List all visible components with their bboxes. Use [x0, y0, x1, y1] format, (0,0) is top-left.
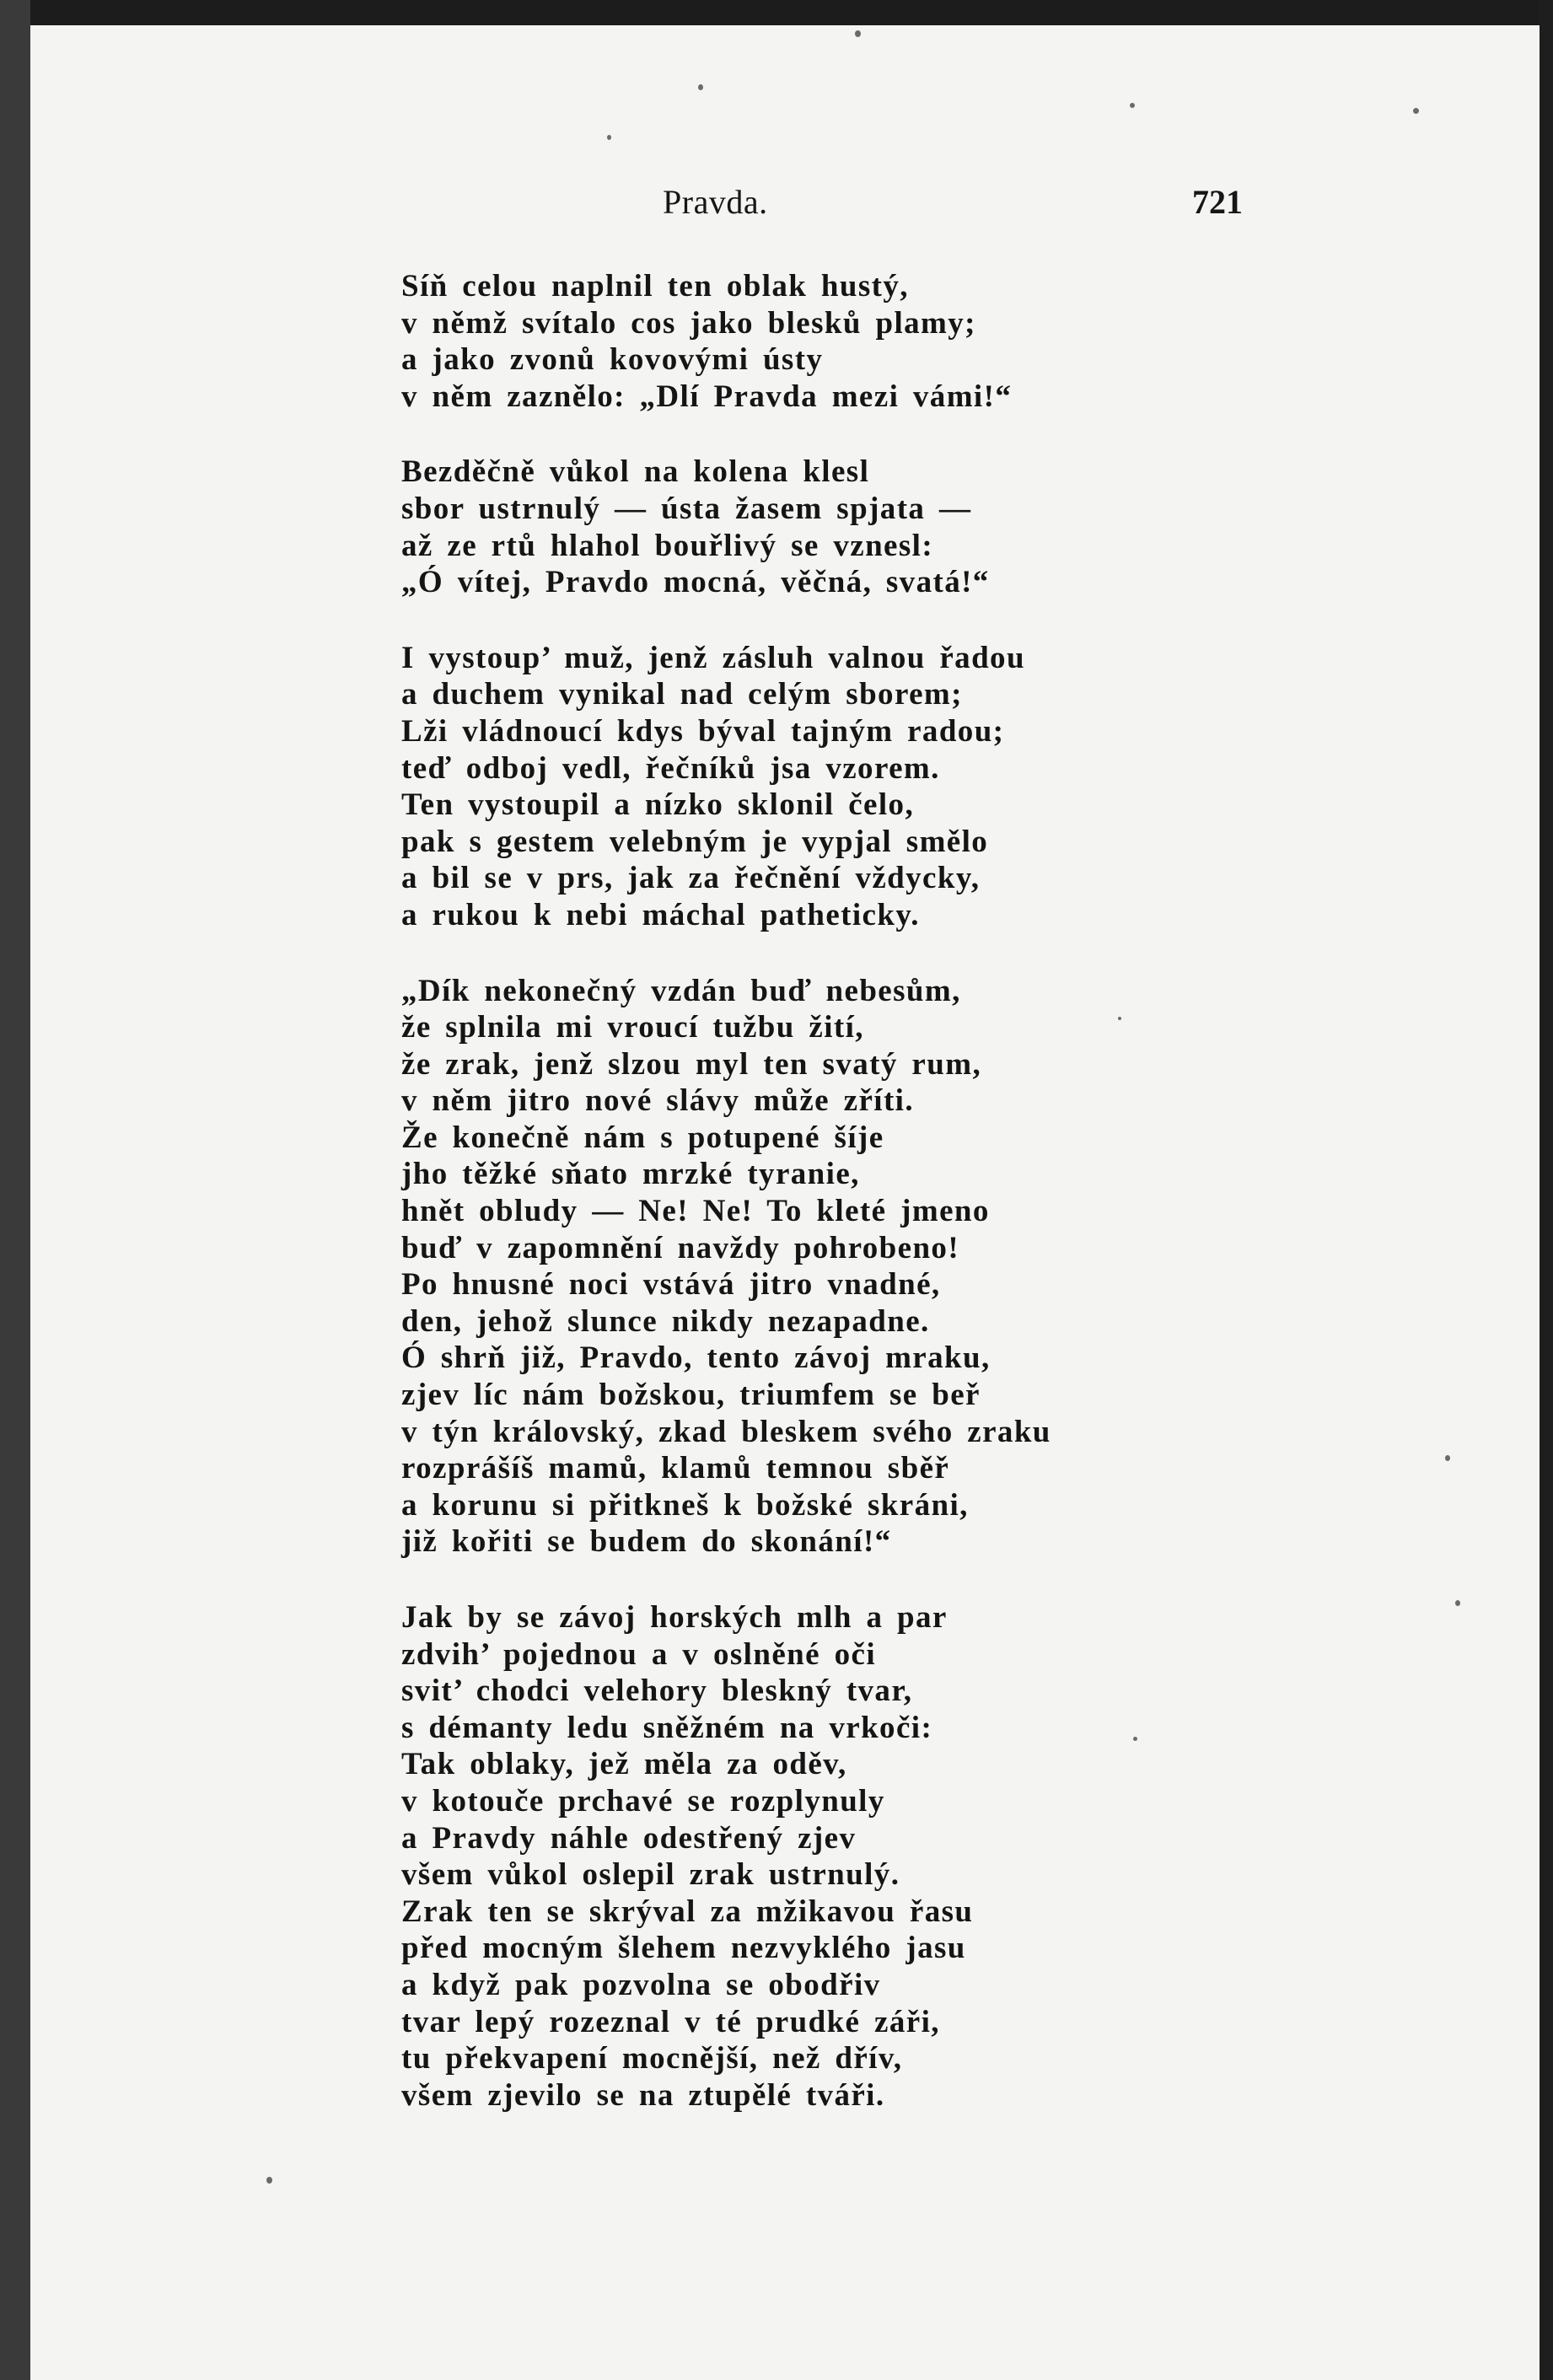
page-speck [1455, 1600, 1460, 1606]
poem-line: Jak by se závoj horských mlh a par [401, 1600, 948, 1635]
poem-line: že zrak, jenž slzou myl ten svatý rum, [401, 1046, 982, 1082]
poem-line: a korunu si přitkneš k božské skráni, [401, 1487, 969, 1523]
poem-line: teď odboj vedl, řečníků jsa vzorem. [401, 750, 940, 786]
poem-line: „Dík nekonečný vzdán buď nebesům, [401, 973, 961, 1008]
page-speck [698, 84, 703, 90]
page-speck [607, 135, 611, 140]
running-head: Pravda. [663, 183, 768, 221]
poem-line: den, jehož slunce nikdy nezapadne. [401, 1303, 930, 1339]
poem-line: Zrak ten se skrýval za mžikavou řasu [401, 1894, 974, 1929]
poem-line: zdvih’ pojednou a v oslněné oči [401, 1636, 877, 1672]
poem-line: všem vůkol oslepil zrak ustrnulý. [401, 1857, 900, 1893]
poem-line: rozprášíš mamů, klamů temnou sběř [401, 1451, 950, 1486]
poem-line: zjev líc nám božskou, triumfem se beř [401, 1378, 981, 1413]
poem-line: a když pak pozvolna se obodřiv [401, 1967, 881, 2002]
poem-line: a jako zvonů kovovými ústy [401, 342, 824, 378]
poem-body [401, 268, 1244, 2152]
poem-line: Po hnusné noci vstává jitro vnadné, [401, 1267, 941, 1303]
scan-border-top [0, 0, 1553, 25]
stanza [401, 454, 1244, 600]
poem-line: Lži vládnoucí kdys býval tajným radou; [401, 713, 1005, 749]
page-number: 721 [1192, 183, 1243, 221]
stanza [401, 640, 1244, 934]
poem-line: všem zjevilo se na ztupělé tváři. [401, 2077, 885, 2113]
page-speck [855, 30, 861, 37]
poem-line: s démanty ledu sněžném na vrkoči: [401, 1710, 933, 1745]
poem-line: Bezděčně vůkol na kolena klesl [401, 454, 870, 490]
stanza [401, 268, 1244, 415]
page-speck [1445, 1455, 1450, 1461]
poem-line: v kotouče prchavé se rozplynuly [401, 1783, 885, 1819]
poem-line: Ó shrň již, Pravdo, tento závoj mraku, [401, 1340, 991, 1376]
poem-line: a duchem vynikal nad celým sborem; [401, 677, 963, 712]
poem-line: v něm zaznělo: „Dlí Pravda mezi vámi!“ [401, 379, 1013, 414]
stanza [401, 1599, 1244, 2114]
poem-line: I vystoup’ muž, jenž zásluh valnou řadou [401, 640, 1025, 675]
poem-line: pak s gestem velebným je vypjal smělo [401, 824, 989, 859]
poem-line: a rukou k nebi máchal patheticky. [401, 897, 920, 932]
poem-line: buď v zapomnění navždy pohrobeno! [401, 1230, 960, 1265]
poem-line: Síň celou naplnil ten oblak hustý, [401, 269, 909, 304]
poem-line: Tak oblaky, jež měla za oděv, [401, 1747, 847, 1782]
poem-line: až ze rtů hlahol bouřlivý se vznesl: [401, 528, 934, 563]
poem-line: Že konečně nám s potupené šíje [401, 1120, 884, 1155]
poem-line: již kořiti se budem do skonání!“ [401, 1524, 892, 1560]
poem-line: v týn královský, zkad bleskem svého zraku [401, 1414, 1051, 1449]
poem-line: před mocným šlehem nezvyklého jasu [401, 1931, 966, 1966]
poem-line: že splnila mi vroucí tužbu žití, [401, 1010, 864, 1045]
page-speck [1130, 103, 1135, 108]
stanza [401, 973, 1244, 1561]
poem-line: a bil se v prs, jak za řečnění vždycky, [401, 861, 981, 896]
scan-border-left [0, 0, 30, 2380]
poem-line: Ten vystoupil a nízko sklonil čelo, [401, 787, 915, 823]
page-speck [1413, 108, 1419, 114]
page-speck [266, 2177, 272, 2184]
poem-line: a Pravdy náhle odestřený zjev [401, 1820, 857, 1856]
scan-border-right [1538, 0, 1553, 2380]
poem-line: v němž svítalo cos jako blesků plamy; [401, 305, 976, 341]
poem-line: svit’ chodci velehory bleskný tvar, [401, 1674, 913, 1709]
poem-line: v něm jitro nové slávy může zříti. [401, 1083, 914, 1119]
poem-line: hnět obludy — Ne! Ne! To kleté jmeno [401, 1194, 990, 1229]
poem-line: jho těžké sňato mrzké tyranie, [401, 1157, 860, 1192]
poem-line: tu překvapení mocnější, než dřív, [401, 2041, 903, 2076]
poem-line: „Ó vítej, Pravdo mocná, věčná, svatá!“ [401, 565, 990, 600]
poem-line: tvar lepý rozeznal v té prudké záři, [401, 2004, 940, 2039]
poem-line: sbor ustrnulý — ústa žasem spjata — [401, 491, 972, 526]
